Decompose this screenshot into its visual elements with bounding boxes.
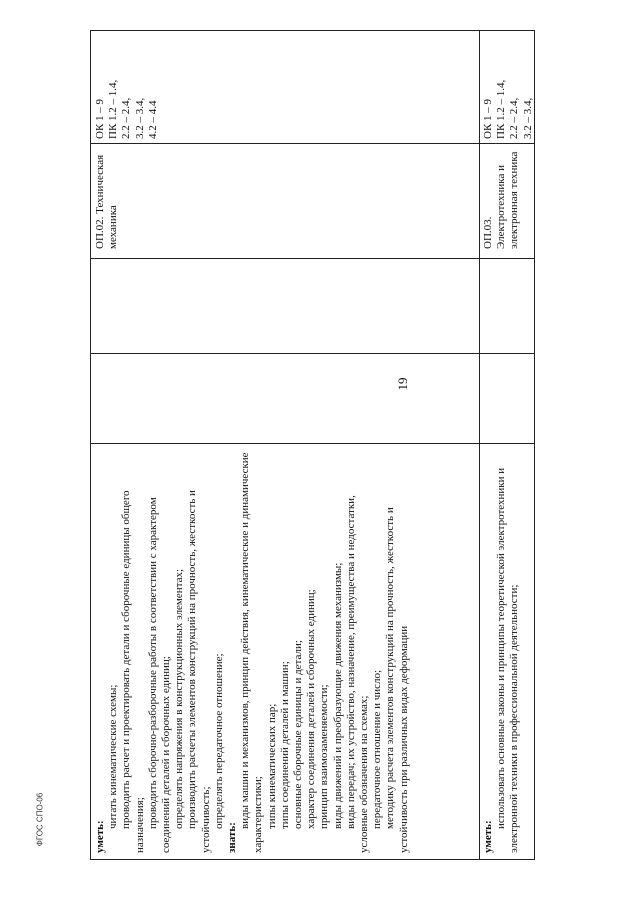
requirement-item: методику расчета элементов конструкций на прочность, жесткость и устойчивость при различных видах деформации [384,507,410,853]
requirement-item: производить расчеты элементов конструкций на прочность, жесткость и устойчивость; [186,490,212,853]
column-divider [91,258,534,259]
row-2-discipline [482,149,534,249]
requirement-item: типы кинематических пар; [265,703,278,829]
column-divider [91,443,534,444]
requirement-item: проводить сборочно-разборочные работы в соответствии с характером соединений деталей и сборочных единиц; [146,497,173,853]
requirement-item: типы соединений деталей и машин; [278,661,291,829]
curriculum-table [90,30,535,860]
requirement-item: определять передаточное отношение; [212,653,225,829]
requirement-item: виды движений и преобразующие движения механизмы; [331,562,344,829]
umet-heading: уметь: [94,820,106,853]
requirement-item: проводить расчет и проектировать детали и сборочные единицы общего назначения; [120,490,146,853]
row-1-competencies [94,33,478,139]
requirement-item: передаточное отношение и число; [371,669,384,829]
umet-heading: уметь: [482,820,494,853]
requirement-item: определять напряжения в конструкционных элементах; [173,568,186,829]
competency-codes: ОК 1 – 9 ПК 1.2 – 1.4, 2.2 – 2.4, 3.2 – 3.4, 4.2 – 4.4 [94,79,159,139]
discipline-name: ОП.02. Техническая механика [94,152,120,249]
requirement-item: виды передач; их устройство, назначение, преимущества и недостатки, условные обозначения на схемах; [344,495,371,853]
column-divider [91,143,534,144]
row-divider [479,31,480,859]
footer-code: ФГОС СПО-06 [35,792,45,847]
umet-list [495,448,521,853]
requirement-item: виды машин и механизмов, принцип действия, кинематические и динамические характеристики; [239,452,265,853]
znat-list [239,448,411,853]
requirement-item: основные сборочные единицы и детали; [292,640,305,829]
umet-list [107,448,226,853]
competency-codes: ОК 1 – 9 ПК 1.2 – 1.4, 2.2 – 2.4, 3.2 – 3.4, [482,79,534,139]
requirement-item: читать кинематические схемы; [107,684,120,829]
row-1-requirements [94,448,478,853]
znat-heading: знать: [226,822,239,853]
discipline-name: ОП.03. Электротехника и электронная техника [482,151,521,249]
requirement-item: использовать основные законы и принципы теоретической электротехники и электронной техники в профессиональной деятельности; [495,467,521,853]
row-2-requirements [482,448,534,853]
page-number: 19 [395,377,410,391]
row-1-discipline [94,149,478,249]
row-2-competencies [482,33,534,139]
column-divider [91,353,534,354]
requirement-item: характер соединения деталей и сборочных единиц; [305,589,318,829]
rotated-page [90,30,535,860]
requirement-item: принцип взаимозаменяемости; [318,684,331,829]
